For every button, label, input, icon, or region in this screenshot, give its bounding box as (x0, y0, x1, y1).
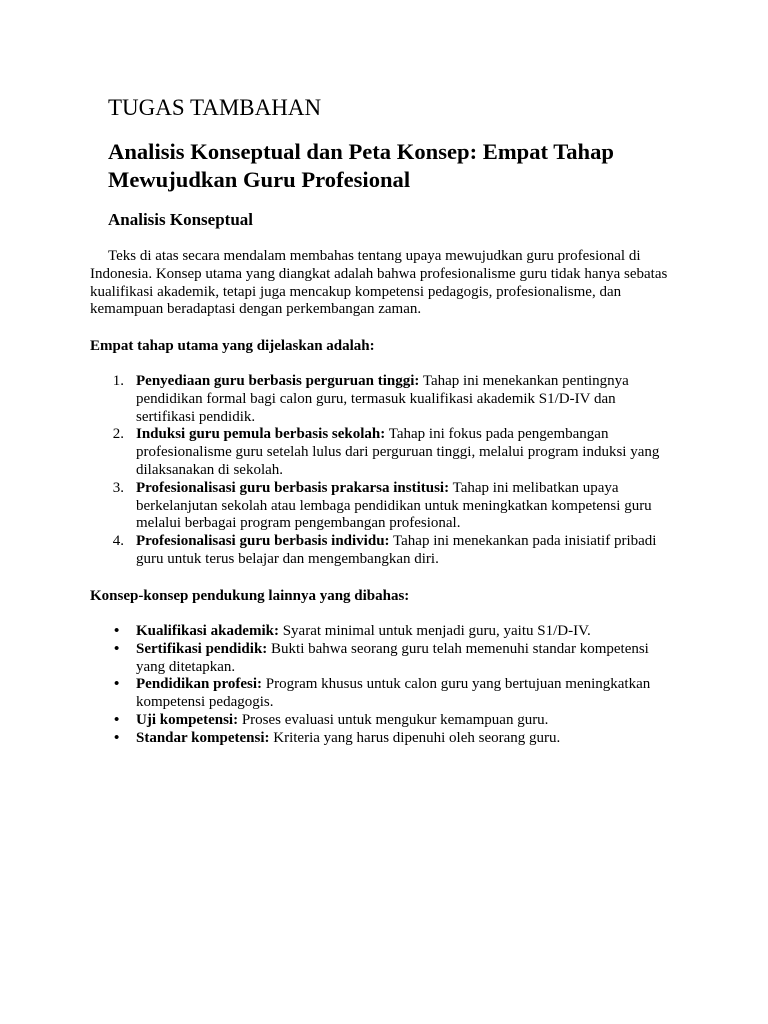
concept-label: Pendidikan profesi: (136, 676, 262, 693)
stage-text: Tahap ini menekankan pada inisiatif pribadi guru untuk terus belajar dan mengembangkan diri. (136, 533, 657, 567)
stage-number: 1. (112, 372, 124, 389)
concept-text: Proses evaluasi untuk mengukur kemampuan guru. (241, 711, 549, 728)
stage-text: Tahap ini fokus pada pengembangan profesionalisme guru setelah lulus dari perguruan tinggi, melalui program induksi yang dilaksanakan di sekolah. (136, 426, 660, 478)
concept-text: Kriteria yang harus dipenuhi oleh seorang guru. (273, 729, 561, 746)
concept-item (114, 711, 676, 730)
concept-label: Sertifikasi pendidik: (136, 640, 268, 657)
concepts-heading: Konsep-konsep pendukung lainnya yang dibahas: (90, 587, 410, 604)
concept-text: Program khusus untuk calon guru yang bertujuan meningkatkan kompetensi pedagogis. (136, 676, 651, 711)
stage-item (112, 372, 676, 426)
stage-text: Tahap ini melibatkan upaya berkelanjutan sekolah atau lembaga pendidikan untuk meningkatkan kompetensi guru melalui berbagai program pengembangan profesional. (136, 479, 652, 532)
stage-label: Induksi guru pemula berbasis sekolah: (136, 426, 386, 443)
stage-number: 3. (112, 479, 124, 496)
bullet-icon: • (114, 729, 120, 746)
stage-label: Profesionalisasi guru berbasis prakarsa institusi: (136, 479, 450, 496)
document-label: TUGAS TAMBAHAN (108, 95, 322, 120)
concept-item (114, 729, 676, 748)
stage-label: Penyediaan guru berbasis perguruan tinggi: (136, 372, 420, 389)
concept-label: Uji kompetensi: (136, 711, 239, 728)
stage-label: Profesionalisasi guru berbasis individu: (136, 533, 390, 550)
concept-item (114, 640, 676, 677)
bullet-icon: • (114, 622, 120, 639)
stages-list (112, 372, 676, 569)
stage-number: 4. (112, 533, 124, 550)
concept-text: Bukti bahwa seorang guru telah memenuhi standar kompetensi yang ditetapkan. (136, 640, 649, 675)
concept-item (114, 622, 676, 641)
stage-item (112, 426, 676, 479)
stage-number: 2. (112, 426, 124, 443)
concept-text: Syarat minimal untuk menjadi guru, yaitu S1/D-IV. (282, 622, 591, 639)
stages-heading: Empat tahap utama yang dijelaskan adalah: (90, 337, 375, 354)
intro-paragraph: Teks di atas secara mendalam membahas tentang upaya mewujudkan guru profesional di Indonesia. Konsep utama yang diangkat adalah bahwa profesionalisme guru tidak hanya sebatas kualifikasi akademik, tetapi juga mencakup kompetensi pedagogis, profesionalisme, dan kemampuan beradaptasi dengan perkembangan zaman. (90, 248, 668, 318)
document-title: Analisis Konseptual dan Peta Konsep: Empat Tahap Mewujudkan Guru Profesional (108, 138, 614, 192)
concept-item (114, 676, 676, 712)
stage-item (112, 479, 676, 533)
bullet-icon: • (114, 676, 120, 693)
stage-item (112, 533, 676, 569)
bullet-icon: • (114, 711, 120, 728)
concept-label: Standar kompetensi: (136, 729, 270, 746)
concept-label: Kualifikasi akademik: (136, 622, 279, 639)
stage-text: Tahap ini menekankan pentingnya pendidikan formal bagi calon guru, termasuk kualifikasi akademik S1/D-IV dan sertifikasi pendidik. (136, 372, 629, 425)
section-heading: Analisis Konseptual (108, 210, 254, 229)
bullet-icon: • (114, 640, 120, 657)
concepts-list (114, 622, 676, 748)
